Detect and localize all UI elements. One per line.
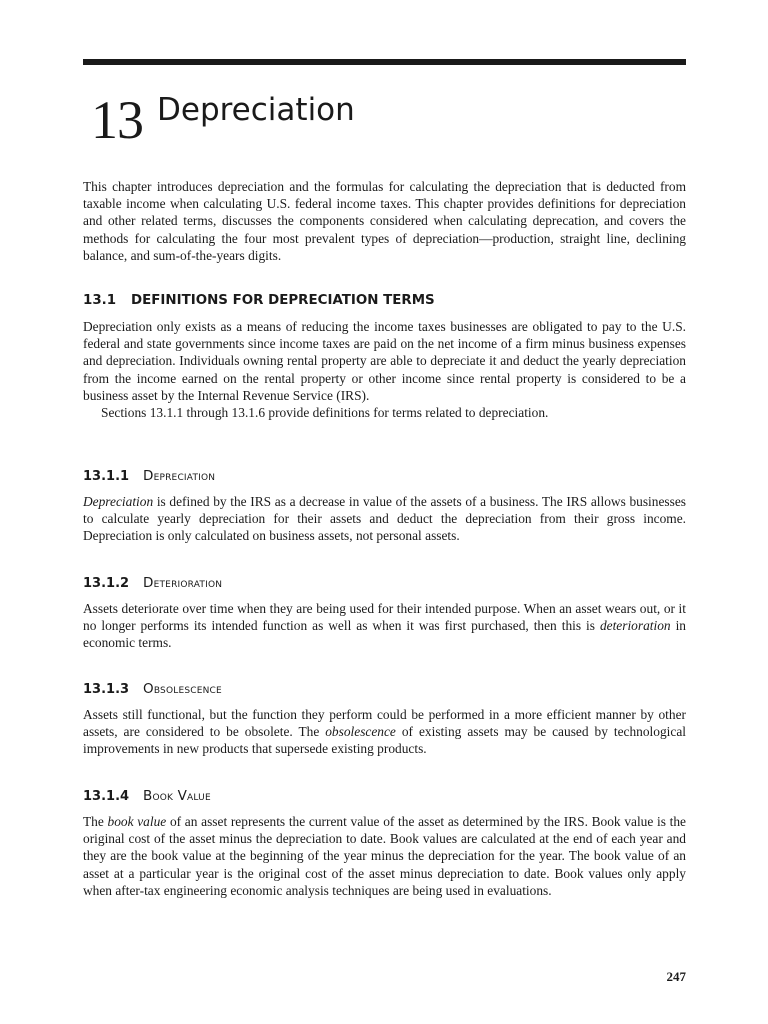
subsection-number: 13.1.3 — [83, 682, 130, 697]
subsection-heading — [83, 467, 686, 486]
subsection-paragraph: The book value of an asset represents the current value of the asset as determined by the IRS. Book value is the original cost of the asset minus the depreciation to date. Book values are calculated at the end of each year and they are the book value at the beginning of the year minus the depreciation for the year. The book value of an asset at a particular year is the original cost of the asset minus depreciation to date. Book values only apply when after-tax engineering economic analysis techniques are being used in evaluations. — [83, 814, 687, 898]
defined-term: book value — [107, 814, 167, 829]
chapter-title: Depreciation — [157, 92, 355, 128]
subsection-title: Obsolescence — [143, 681, 222, 697]
subsection-number: 13.1.2 — [83, 576, 130, 591]
chapter-heading — [91, 90, 355, 160]
intro-paragraph: This chapter introduces depreciation and the formulas for calculating the depreciation that is deducted from taxable income when calculating U.S. federal income taxes. This chapter provides definitions for depreciation and other related terms, discusses the components considered when calculating deprecation, and covers the methods for calculating the four most prevalent types of depreciation—production, straight line, declining balance, and sum-of-the-years digits. — [83, 179, 686, 263]
section-paragraph: Sections 13.1.1 through 13.1.6 provide definitions for terms related to depreciation. — [101, 405, 549, 421]
chapter-top-rule — [83, 59, 686, 65]
chapter-intro — [83, 178, 686, 264]
subsection-body — [83, 600, 686, 652]
subsection-heading — [83, 680, 686, 699]
chapter-number: 13 — [91, 90, 143, 150]
subsection-heading — [83, 787, 686, 806]
section-title: DEFINITIONS FOR DEPRECIATION TERMS — [131, 293, 435, 308]
section-body — [83, 318, 686, 421]
page-number: 247 — [666, 969, 686, 984]
subsection-paragraph: Assets deteriorate over time when they are being used for their intended purpose. When an asset wears out, or it no longer performs its intended function as well as when it was first purchased, then this is deterioration in economic terms. — [83, 601, 686, 651]
subsection-paragraph: Depreciation is defined by the IRS as a decrease in value of the assets of a business. The IRS allows businesses to calculate yearly depreciation for their assets and deduct the depreciation from their gross income. Depreciation is only calculated on business assets, not personal assets. — [83, 494, 686, 544]
section-number: 13.1 — [83, 293, 117, 308]
subsection-body — [83, 493, 686, 545]
section-paragraph: Depreciation only exists as a means of reducing the income taxes businesses are obligated to pay to the U.S. federal and state governments since income taxes are paid on the net income of a firm minus business expenses and depreciation. Individuals owning rental property are able to depreciate it and deduct the yearly depreciation from the income earned on the rental property or other income since rental property is considered to be a business asset by the Internal Revenue Service (IRS). — [83, 319, 686, 403]
subsection-number: 13.1.1 — [83, 469, 130, 484]
subsection-heading — [83, 574, 686, 593]
subsection-body — [83, 706, 686, 758]
subsection-title: Deterioration — [143, 575, 223, 591]
section-heading — [83, 292, 686, 310]
subsection-title: Book Value — [143, 788, 211, 804]
defined-term: Depreciation — [83, 494, 154, 509]
subsection-number: 13.1.4 — [83, 789, 130, 804]
document-page — [83, 0, 686, 1024]
subsection-body — [83, 813, 686, 899]
subsection-paragraph: Assets still functional, but the function they perform could be performed in a more efficient manner by other assets, are considered to be obsolete. The obsolescence of existing assets may be caused by technological improvements in new products that supersede existing products. — [83, 707, 686, 757]
defined-term: obsolescence — [325, 724, 396, 740]
subsection-title: Depreciation — [143, 468, 216, 484]
defined-term: deterioration — [599, 618, 671, 634]
